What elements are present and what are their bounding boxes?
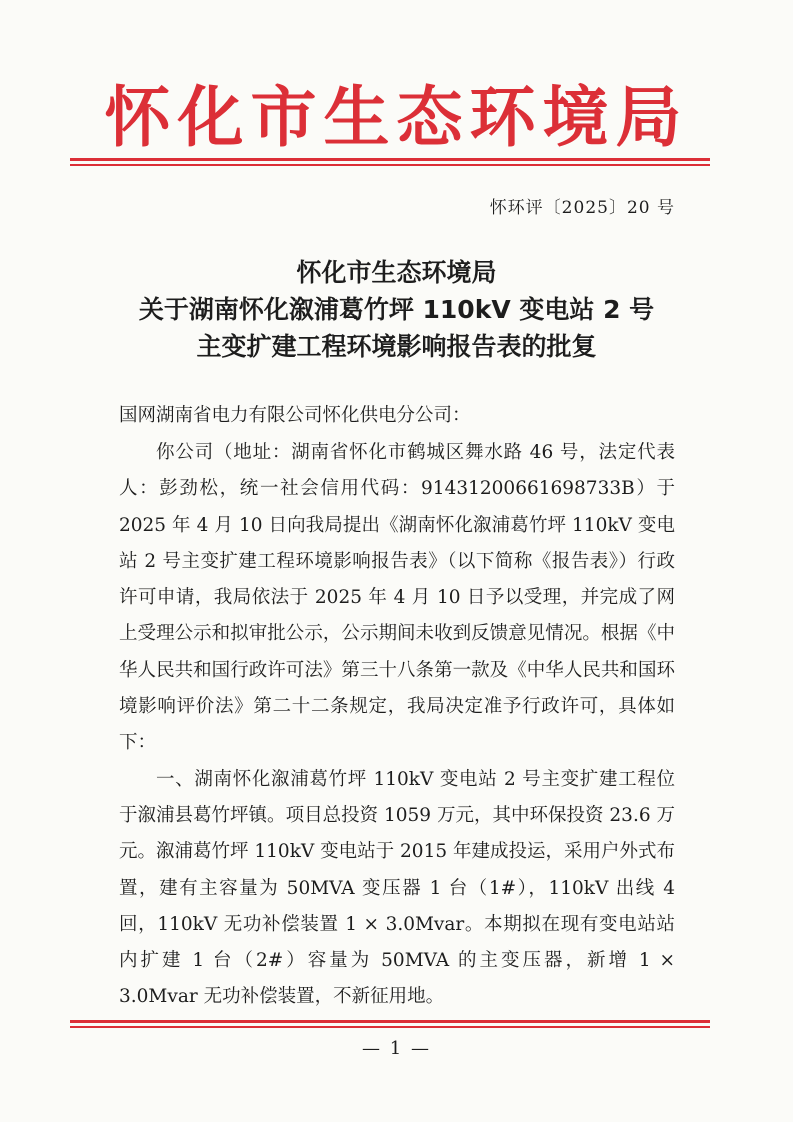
- document-title-line: 主变扩建工程环境影响报告表的批复: [196, 332, 597, 361]
- page-number: — 1 —: [362, 1038, 431, 1059]
- document-title-line: 怀化市生态环境局: [296, 258, 497, 287]
- document-number: 怀环评〔2025〕20 号: [489, 198, 675, 218]
- document-title-line: 关于湖南怀化溆浦葛竹坪 110kV 变电站 2 号: [138, 295, 655, 324]
- salutation: 国网湖南省电力有限公司怀化供电分公司：: [119, 405, 471, 426]
- document-body: [119, 435, 675, 1016]
- body-paragraph: 你公司（地址：湖南省怀化市鹤城区舞水路 46 号，法定代表人：彭劲松，统一社会信用代码：91431200661698733B）于 2025 年 4 月 10 日向我局提出《湖南怀化溆浦葛竹坪 110kV 变电站 2 号主变扩建工程环境影响报告表》（以下简称《报告表》）行政许可申请，我局依法于 2025 年 4 月 10 日予以受理，并完成了网上受理公示和拟审批公示，公示期间未收到反馈意见情况。根据《中华人民共和国行政许可法》第三十八条第一款及《中华人民共和国环境影响评价法》第二十二条规定，我局决定准予行政许可，具体如下：: [119, 442, 675, 754]
- footer-divider-thick: [70, 1020, 710, 1023]
- agency-header-title: 怀化市生态环境局: [104, 79, 689, 156]
- footer-divider-thin: [70, 1026, 710, 1028]
- header-divider-thick: [70, 158, 710, 161]
- header-divider-thin: [70, 164, 710, 166]
- body-paragraph: 一、湖南怀化溆浦葛竹坪 110kV 变电站 2 号主变扩建工程位于溆浦县葛竹坪镇。项目总投资 1059 万元，其中环保投资 23.6 万元。溆浦葛竹坪 110kV 变电站于 2015 年建成投运，采用户外式布置，建有主容量为 50MVA 变压器 1 台（1#），110kV 出线 4 回，110kV 无功补偿装置 1 × 3.0Mvar。本期拟在现有变电站站内扩建 1 台（2#）容量为 50MVA 的主变压器，新增 1 × 3.0Mvar 无功补偿装置，不新征用地。: [119, 768, 675, 1008]
- document-title: [90, 254, 703, 365]
